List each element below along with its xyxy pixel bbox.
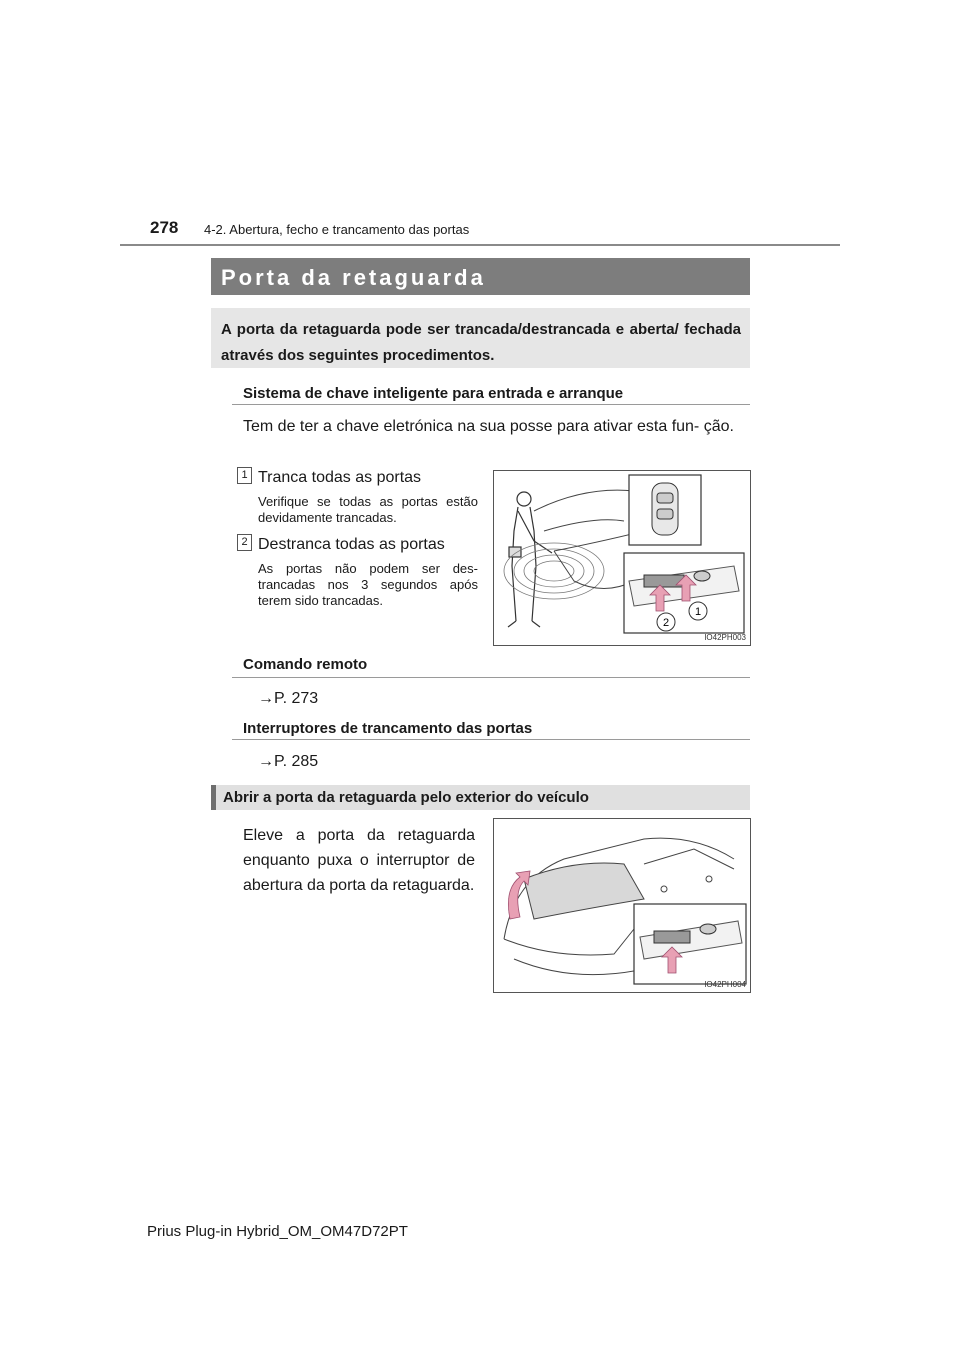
chapter-title: 4-2. Abertura, fecho e trancamento das portas — [204, 222, 470, 237]
switches-ref-text: P. 285 — [274, 753, 319, 770]
callout-2: 2 — [662, 617, 670, 629]
remote-ref-text: P. 273 — [274, 690, 319, 707]
page-number: 278 — [150, 218, 179, 237]
smart-key-text: Tem de ter a chave eletrónica na sua posse para ativar esta fun- ção. — [243, 418, 734, 435]
exterior-heading-bar — [211, 785, 750, 810]
exterior-heading: Abrir a porta da retaguarda pelo exterior do veículo — [223, 789, 589, 806]
item-label-1: Tranca todas as portas — [258, 469, 422, 486]
section-title-bar — [211, 258, 750, 295]
figure-code-2: IO42PH004 — [704, 980, 746, 989]
item-note-1: Verifique se todas as portas estão devidamente trancadas. — [258, 494, 478, 525]
exterior-illustration — [494, 819, 750, 992]
figure-smart-key — [493, 470, 751, 646]
remote-ref[interactable]: →P. 273 — [258, 690, 319, 707]
remote-heading: Comando remoto — [243, 656, 368, 673]
smart-key-rule — [232, 404, 750, 405]
smart-key-illustration — [494, 471, 750, 645]
footer-model: Prius Plug-in Hybrid_OM_OM47D72PT — [147, 1223, 408, 1240]
smart-key-heading: Sistema de chave inteligente para entrada e arranque — [243, 385, 624, 402]
switches-ref[interactable]: →P. 285 — [258, 753, 319, 770]
intro-text: A porta da retaguarda pode ser trancada/destrancada e aberta/ fechada através dos seguintes procedimentos. — [221, 321, 741, 364]
switches-rule — [232, 739, 750, 740]
header-rule — [120, 244, 840, 246]
intro-box — [211, 308, 750, 368]
section-title: Porta da retaguarda — [221, 265, 486, 290]
item-label-2: Destranca todas as portas — [258, 536, 445, 553]
remote-rule — [232, 677, 750, 678]
figure-exterior — [493, 818, 751, 993]
item-number-1: 1 — [237, 467, 252, 484]
switches-heading: Interruptores de trancamento das portas — [243, 720, 533, 737]
heading-accent — [211, 785, 216, 810]
item-note-2: As portas não podem ser des- trancadas nos 3 segundos após terem sido trancadas. — [258, 561, 478, 608]
figure-code-1: IO42PH003 — [704, 633, 746, 642]
callout-1: 1 — [694, 606, 702, 618]
item-number-2: 2 — [237, 534, 252, 551]
exterior-text: Eleve a porta da retaguarda enquanto puxa o interruptor de abertura da porta da retaguarda. — [243, 827, 475, 894]
